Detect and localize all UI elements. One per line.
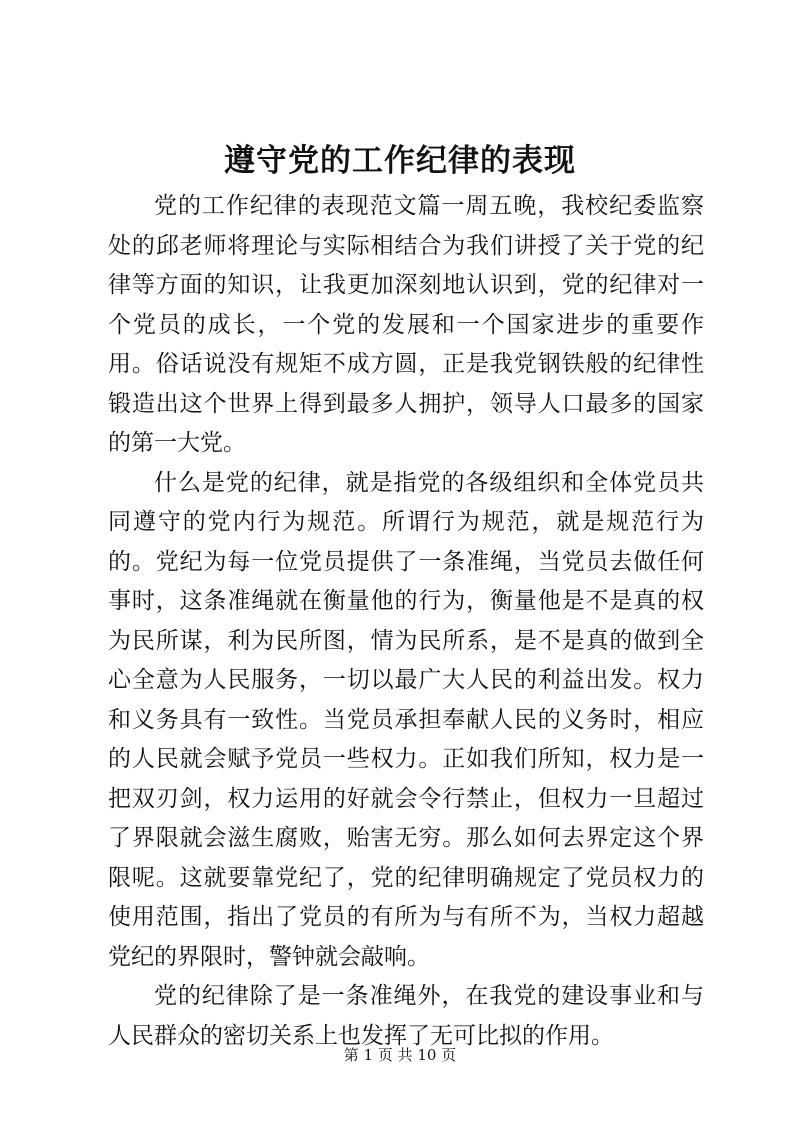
document-title: 遵守党的工作纪律的表现	[224, 143, 576, 179]
paragraph-2: 什么是党的纪律，就是指党的各级组织和全体党员共同遵守的党内行为规范。所谓行为规范，就是规范行为的。党纪为每一位党员提供了一条准绳，当党员去做任何事时，这条准绳就在衡量他的行为，衡量他是不是真的权为民所谋，利为民所图，情为民所系，是不是真的做到全心全意为人民服务，一切以最广大人民的利益出发。权力和义务具有一致性。当党员承担奉献人民的义务时，相应的人民就会赋予党员一些权力。正如我们所知，权力是一把双刃剑，权力运用的好就会令行禁止，但权力一旦超过了界限就会滋生腐败，贻害无穷。那么如何去界定这个界限呢。这就要靠党纪了，党的纪律明确规定了党员权力的使用范围，指出了党员的有所为与有所不为，当权力超越党纪的界限时，警钟就会敲响。	[108, 469, 704, 970]
paragraph-1: 党的工作纪律的表现范文篇一周五晚，我校纪委监察处的邱老师将理论与实际相结合为我们讲授了关于党的纪律等方面的知识，让我更加深刻地认识到，党的纪律对一个党员的成长，一个党的发展和一个国家进步的重要作用。俗话说没有规矩不成方圆，正是我党钢铁般的纪律性锻造出这个世界上得到最多人拥护，领导人口最多的国家的第一大党。	[108, 193, 704, 456]
page-number-footer: 第 1 页 共 10 页	[343, 1046, 457, 1064]
paragraph-3: 党的纪律除了是一条准绳外，在我党的建设事业和与人民群众的密切关系上也发挥了无可比拟的作用。	[108, 983, 704, 1049]
document-body	[108, 187, 704, 1056]
